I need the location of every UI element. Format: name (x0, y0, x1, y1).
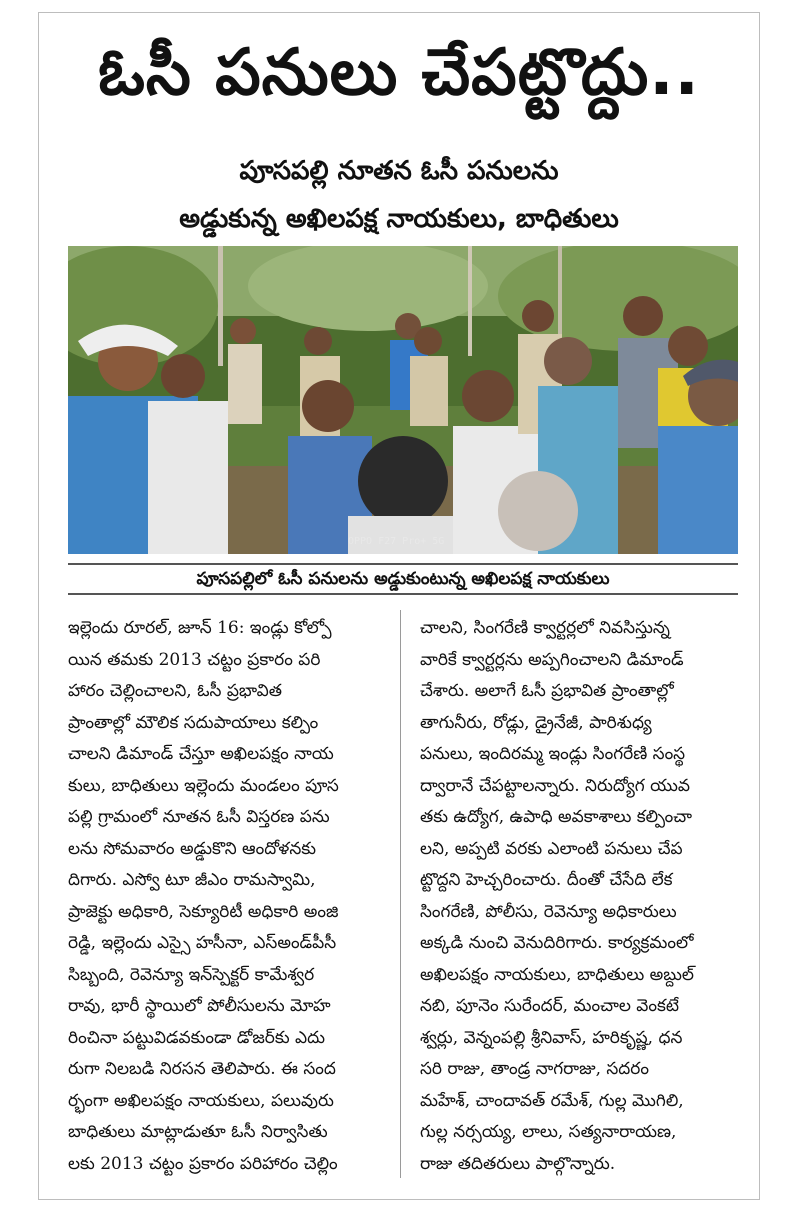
article-line: వారికే క్వార్టర్లను అప్పగించాలని డిమాండ్ (420, 649, 684, 670)
article-line: గుల్ల నర్సయ్య, లాలు, సత్యనారాయణ, (420, 1122, 677, 1142)
article-line: రించినా పట్టువిడవకుండా డోజర్‌కు ఎదు (68, 1027, 325, 1048)
article-line: ప్రాంతాల్లో మౌలిక సదుపాయాలు కల్పిం (68, 712, 319, 733)
article-line: సిబ్బంది, రెవెన్యూ ఇన్‌స్పెక్టర్ కామేశ్వర (68, 964, 315, 985)
column-divider (400, 610, 401, 1178)
article-line: లని, అప్పటి వరకు ఎలాంటి పనులు చేప (420, 838, 683, 859)
article-line: పనులు, ఇందిరమ్మ ఇండ్లు సింగరేణి సంస్థ (420, 744, 686, 764)
article-line: రావు, భారీ స్థాయిలో పోలీసులను మోహ (68, 996, 331, 1016)
article-line: బాధితులు మాట్లాడుతూ ఓసీ నిర్వాసితు (68, 1122, 328, 1142)
subheadline-line-2: అడ్డుకున్న అఖిలపక్ష నాయకులు, బాధితులు (179, 204, 619, 234)
article-line: రెడ్డి, ఇల్లెందు ఎస్సై హసీనా, ఎస్అండ్‌పీసీ (68, 933, 337, 953)
article-line: యిన తమకు 2013 చట్టం ప్రకారం పరి (68, 649, 321, 670)
article-line: కులు, బాధితులు ఇల్లెందు మండలం పూస (68, 775, 339, 796)
article-line: మహేశ్, చాందావత్ రమేశ్, గుల్ల మొగిలి, (420, 1090, 684, 1111)
article-line: లను సోమవారం అడ్డుకొని ఆందోళనకు (68, 838, 317, 859)
article-line: శ్వర్లు, వెన్నంపల్లి శ్రీనివాస్, హరికృష్ణ, ధన (420, 1027, 683, 1048)
photo-caption: పూసపల్లిలో ఓసీ పనులను అడ్డుకుంటున్న అఖిలపక్ష నాయకులు (68, 563, 738, 595)
article-line: రాజు తదితరులు పాల్గొన్నారు. (420, 1153, 616, 1174)
article-line: అక్కడి నుంచి వెనుదిరిగారు. కార్యక్రమంలో (420, 933, 694, 953)
article-line: లకు 2013 చట్టం ప్రకారం పరిహారం చెల్లిం (68, 1153, 338, 1174)
protest-photo-illustration (68, 246, 738, 554)
article-line: తకు ఉద్యోగ, ఉపాధి అవకాశాలు కల్పించా (420, 807, 692, 827)
article-column-left (68, 613, 384, 1180)
article-line: పల్లి గ్రామంలో నూతన ఓసీ విస్తరణ పను (68, 807, 330, 827)
article-line: అఖిలపక్షం నాయకులు, బాధితులు అబ్దుల్ (420, 964, 694, 985)
newspaper-clipping (38, 12, 760, 1200)
article-line: దిగారు. ఎస్వో టూ జీఎం రామస్వామి, (68, 870, 316, 890)
article-line: సరి రాజు, తాండ్ర నాగరాజు, సదరం (420, 1059, 650, 1079)
article-line: చాలని, సింగరేణి క్వార్టర్లలో నివసిస్తున్న (420, 618, 670, 638)
camera-watermark: OPPO F27 Pro+ 5G (348, 536, 445, 547)
article-line: హారం చెల్లించాలని, ఓసీ ప్రభావిత (68, 681, 282, 701)
subheadline-line-1: పూసపల్లి నూతన ఓసీ పనులను (239, 156, 559, 186)
news-photo (68, 246, 738, 554)
article-line: చేశారు. అలాగే ఓసీ ప్రభావిత ప్రాంతాల్లో (420, 681, 674, 701)
article-line: నబి, పూనెం సురేందర్, మంచాల వెంకటే (420, 996, 679, 1016)
article-line: ర్భంగా అఖిలపక్షం నాయకులు, పలువురు (68, 1090, 334, 1111)
article-line: చాలని డిమాండ్ చేస్తూ అఖిలపక్షం నాయ (68, 744, 334, 764)
article-line: సింగరేణి, పోలీసు, రెవెన్యూ అధికారులు (420, 901, 677, 922)
article-line: తాగునీరు, రోడ్లు, డ్రైనేజీ, పారిశుధ్య (420, 712, 652, 733)
article-column-right (420, 613, 736, 1180)
article-line: ట్టొద్దని హెచ్చరించారు. దీంతో చేసేది లేక (420, 870, 673, 890)
article-line: ప్రాజెక్టు అధికారి, సెక్యూరిటీ అధికారి అంజి (68, 901, 339, 922)
article-line: ఇల్లెందు రూరల్, జూన్ 16: ఇండ్లు కోల్పో (68, 618, 332, 638)
article-line: రుగా నిలబడి నిరసన తెలిపారు. ఈ సంద (68, 1059, 336, 1079)
article-line: ద్వారానే చేపట్టాలన్నారు. నిరుద్యోగ యువ (420, 775, 690, 796)
headline: ఓసీ పనులు చేపట్టొద్దు.. (98, 36, 700, 110)
